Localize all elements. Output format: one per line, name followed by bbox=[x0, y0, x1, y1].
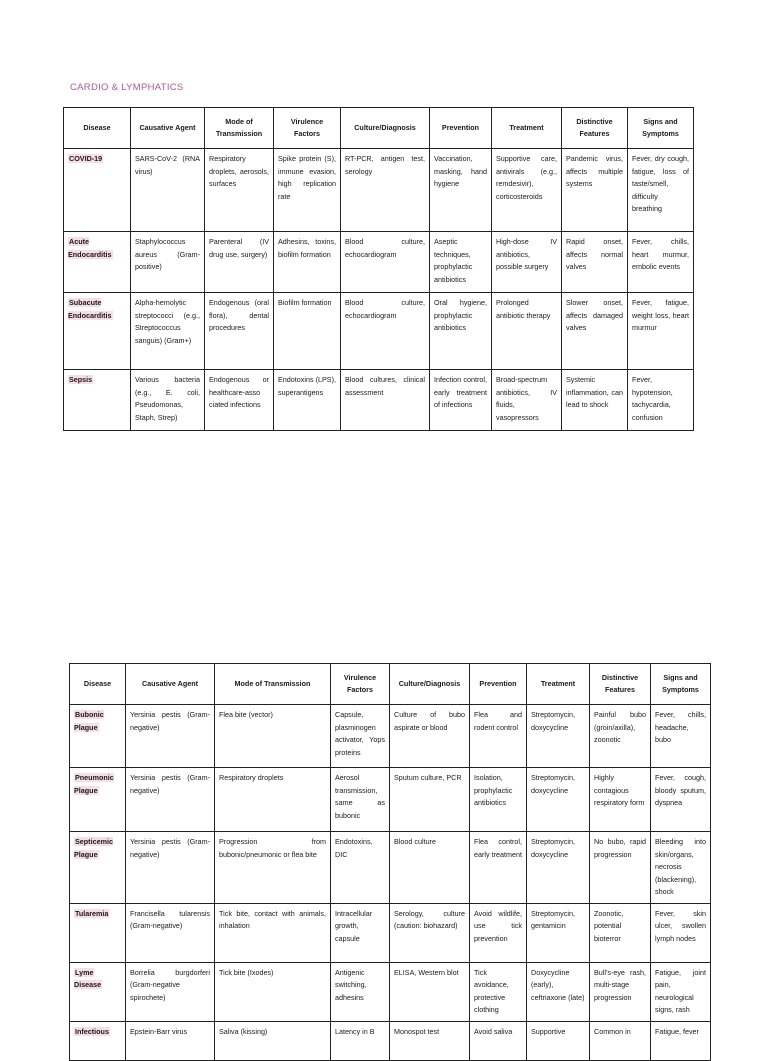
table-cell: Yersinia pestis (Gram-negative) bbox=[126, 832, 215, 904]
table-cell: Flea bite (vector) bbox=[215, 705, 331, 768]
table-cell: Spike protein (S), immune evasion, high replication rate bbox=[274, 149, 341, 232]
table-cell: Tick bite (Ixodes) bbox=[215, 962, 331, 1021]
table-cell: Monospot test bbox=[390, 1021, 470, 1060]
table-cell: Biofilm formation bbox=[274, 293, 341, 370]
disease-name-cell bbox=[70, 768, 126, 832]
disease-name: Acute Endocarditis bbox=[68, 237, 112, 259]
disease-name-cell bbox=[64, 293, 131, 370]
table-cell: Painful bubo (groin/axilla), zoonotic bbox=[590, 705, 651, 768]
disease-name-cell bbox=[64, 370, 131, 431]
table-cell: Francisella tularensis (Gram-negative) bbox=[126, 903, 215, 962]
disease-name-cell bbox=[70, 1021, 126, 1060]
table-cell: Serology, culture (caution: biohazard) bbox=[390, 903, 470, 962]
table-cell: Yersinia pestis (Gram-negative) bbox=[126, 705, 215, 768]
table-cell: Parenteral (IV drug use, surgery) bbox=[205, 232, 274, 293]
diseases-table-2 bbox=[69, 663, 711, 1061]
table-cell: Infection control, early treatment of infections bbox=[430, 370, 492, 431]
table-cell: Flea and rodent control bbox=[470, 705, 527, 768]
table-cell: Avoid saliva bbox=[470, 1021, 527, 1060]
table-cell: Fever, dry cough, fatigue, loss of taste/smell, difficulty breathing bbox=[628, 149, 694, 232]
table-header-row bbox=[70, 664, 711, 705]
table-cell: Systemic inflammation, can lead to shock bbox=[562, 370, 628, 431]
table-cell: Streptomycin, doxycycline bbox=[527, 832, 590, 904]
table-cell: Oral hygiene, prophylactic antibiotics bbox=[430, 293, 492, 370]
table-cell: Yersinia pestis (Gram-negative) bbox=[126, 768, 215, 832]
table-cell: Fever, skin ulcer, swollen lymph nodes bbox=[651, 903, 711, 962]
column-header: Disease bbox=[70, 664, 126, 705]
table-cell: Blood cultures, clinical assessment bbox=[341, 370, 430, 431]
column-header: Culture/Diagnosis bbox=[390, 664, 470, 705]
column-header: Disease bbox=[64, 108, 131, 149]
table-cell: Respiratory droplets, aerosols, surfaces bbox=[205, 149, 274, 232]
table-cell: Blood culture, echocardiogram bbox=[341, 232, 430, 293]
table-row bbox=[64, 149, 694, 232]
table-cell: Saliva (kissing) bbox=[215, 1021, 331, 1060]
table-cell: Respiratory droplets bbox=[215, 768, 331, 832]
table-row bbox=[64, 370, 694, 431]
table-cell: Bleeding into skin/organs, necrosis (blackening), shock bbox=[651, 832, 711, 904]
column-header: Virulence Factors bbox=[331, 664, 390, 705]
disease-name-cell bbox=[64, 149, 131, 232]
table-cell: RT-PCR, antigen test, serology bbox=[341, 149, 430, 232]
disease-name: Pneumonic Plague bbox=[74, 773, 114, 795]
table-cell: Streptomycin, gentamicin bbox=[527, 903, 590, 962]
disease-name: Septicemic Plague bbox=[74, 837, 113, 859]
table-cell: Streptomycin, doxycycline bbox=[527, 705, 590, 768]
table-cell: Pandemic virus, affects multiple systems bbox=[562, 149, 628, 232]
table-cell: No bubo, rapid progression bbox=[590, 832, 651, 904]
table-cell: Fever, chills, heart murmur, embolic events bbox=[628, 232, 694, 293]
table-cell: Endotoxins, DIC bbox=[331, 832, 390, 904]
table-cell: Aseptic techniques, prophylactic antibiotics bbox=[430, 232, 492, 293]
disease-name-cell bbox=[70, 705, 126, 768]
table-cell: Blood culture, echocardiogram bbox=[341, 293, 430, 370]
disease-name: COVID-19 bbox=[69, 154, 103, 163]
table-cell: Culture of bubo aspirate or blood bbox=[390, 705, 470, 768]
disease-name-cell bbox=[64, 232, 131, 293]
table-cell: Streptomycin, doxycycline bbox=[527, 768, 590, 832]
column-header: Treatment bbox=[492, 108, 562, 149]
table-cell: Staphylococcus aureus (Gram-positive) bbox=[131, 232, 205, 293]
table-row bbox=[70, 768, 711, 832]
table-row bbox=[64, 232, 694, 293]
table-cell: Antigenic switching, adhesins bbox=[331, 962, 390, 1021]
table-cell: Intracellular growth, capsule bbox=[331, 903, 390, 962]
table-cell: SARS-CoV-2 (RNA virus) bbox=[131, 149, 205, 232]
disease-name: Tularemia bbox=[75, 908, 109, 918]
table-cell: Broad-spectrum antibiotics, IV fluids, vasopressors bbox=[492, 370, 562, 431]
column-header: Treatment bbox=[527, 664, 590, 705]
column-header: Signs and Symptoms bbox=[628, 108, 694, 149]
table-cell: Common in bbox=[590, 1021, 651, 1060]
table-cell: Blood culture bbox=[390, 832, 470, 904]
table-cell: Progression from bubonic/pneumonic or flea bite bbox=[215, 832, 331, 904]
column-header: Prevention bbox=[430, 108, 492, 149]
table-cell: Fever, hypotension, tachycardia, confusion bbox=[628, 370, 694, 431]
table-cell: Supportive care, antivirals (e.g., remdesivir), corticosteroids bbox=[492, 149, 562, 232]
disease-name-cell bbox=[70, 903, 126, 962]
table-row bbox=[70, 903, 711, 962]
column-header: Prevention bbox=[470, 664, 527, 705]
table-cell: Flea control, early treatment bbox=[470, 832, 527, 904]
disease-name: Infectious bbox=[75, 1026, 109, 1036]
table-cell: Prolonged antibiotic therapy bbox=[492, 293, 562, 370]
table-cell: Highly contagious respiratory form bbox=[590, 768, 651, 832]
table-cell: Sputum culture, PCR bbox=[390, 768, 470, 832]
table-cell: Avoid wildlife, use tick prevention bbox=[470, 903, 527, 962]
disease-name: Sepsis bbox=[69, 375, 93, 384]
disease-name: Bubonic Plague bbox=[74, 710, 104, 732]
diseases-table-1 bbox=[63, 107, 694, 431]
column-header: Virulence Factors bbox=[274, 108, 341, 149]
disease-name-cell bbox=[70, 832, 126, 904]
table-cell: Fever, cough, bloody sputum, dyspnea bbox=[651, 768, 711, 832]
column-header: Signs and Symptoms bbox=[651, 664, 711, 705]
column-header: Distinctive Features bbox=[562, 108, 628, 149]
disease-name-cell bbox=[70, 962, 126, 1021]
table-cell: ELISA, Western blot bbox=[390, 962, 470, 1021]
table-row bbox=[70, 832, 711, 904]
table-cell: Supportive bbox=[527, 1021, 590, 1060]
column-header: Mode of Transmission bbox=[205, 108, 274, 149]
table-cell: Endogenous or healthcare-asso ciated infections bbox=[205, 370, 274, 431]
column-header: Causative Agent bbox=[126, 664, 215, 705]
table-cell: Endogenous (oral flora), dental procedures bbox=[205, 293, 274, 370]
table-cell: Vaccination, masking, hand hygiene bbox=[430, 149, 492, 232]
table-cell: Tick bite, contact with animals, inhalation bbox=[215, 903, 331, 962]
disease-name: Lyme Disease bbox=[74, 967, 102, 989]
table-cell: Adhesins, toxins, biofilm formation bbox=[274, 232, 341, 293]
table-cell: Zoonotic, potential bioterror bbox=[590, 903, 651, 962]
table-cell: Latency in B bbox=[331, 1021, 390, 1060]
table-cell: Slower onset, affects damaged valves bbox=[562, 293, 628, 370]
table-row bbox=[70, 962, 711, 1021]
column-header: Culture/Diagnosis bbox=[341, 108, 430, 149]
table-cell: Capsule, plasminogen activator, Yops proteins bbox=[331, 705, 390, 768]
table-cell: Rapid onset, affects normal valves bbox=[562, 232, 628, 293]
table-cell: Alpha-hemolytic streptococci (e.g., Streptococcus sanguis) (Gram+) bbox=[131, 293, 205, 370]
table-row bbox=[70, 1021, 711, 1060]
column-header: Mode of Transmission bbox=[215, 664, 331, 705]
table-row bbox=[64, 293, 694, 370]
table-cell: Borrelia burgdorferi (Gram-negative spirochete) bbox=[126, 962, 215, 1021]
column-header: Causative Agent bbox=[131, 108, 205, 149]
table-cell: Bull's-eye rash, multi-stage progression bbox=[590, 962, 651, 1021]
table-cell: Fever, fatigue, weight loss, heart murmur bbox=[628, 293, 694, 370]
table-cell: Fatigue, fever bbox=[651, 1021, 711, 1060]
table-cell: Aerosol transmission, same as bubonic bbox=[331, 768, 390, 832]
table-cell: Fever, chills, headache, bubo bbox=[651, 705, 711, 768]
column-header: Distinctive Features bbox=[590, 664, 651, 705]
table-cell: Epstein-Barr virus bbox=[126, 1021, 215, 1060]
table-cell: Fatigue, joint pain, neurological signs, rash bbox=[651, 962, 711, 1021]
table-cell: Endotoxins (LPS), superantigens bbox=[274, 370, 341, 431]
table-cell: High-dose IV antibiotics, possible surgery bbox=[492, 232, 562, 293]
table-cell: Doxycycline (early), ceftriaxone (late) bbox=[527, 962, 590, 1021]
disease-name: Subacute Endocarditis bbox=[68, 298, 112, 320]
table-header-row bbox=[64, 108, 694, 149]
table-cell: Tick avoidance, protective clothing bbox=[470, 962, 527, 1021]
table-row bbox=[70, 705, 711, 768]
section-title: CARDIO & LYMPHATICS bbox=[70, 82, 184, 93]
table-cell: Various bacteria (e.g., E. coli, Pseudomonas, Staph, Strep) bbox=[131, 370, 205, 431]
table-cell: Isolation, prophylactic antibiotics bbox=[470, 768, 527, 832]
